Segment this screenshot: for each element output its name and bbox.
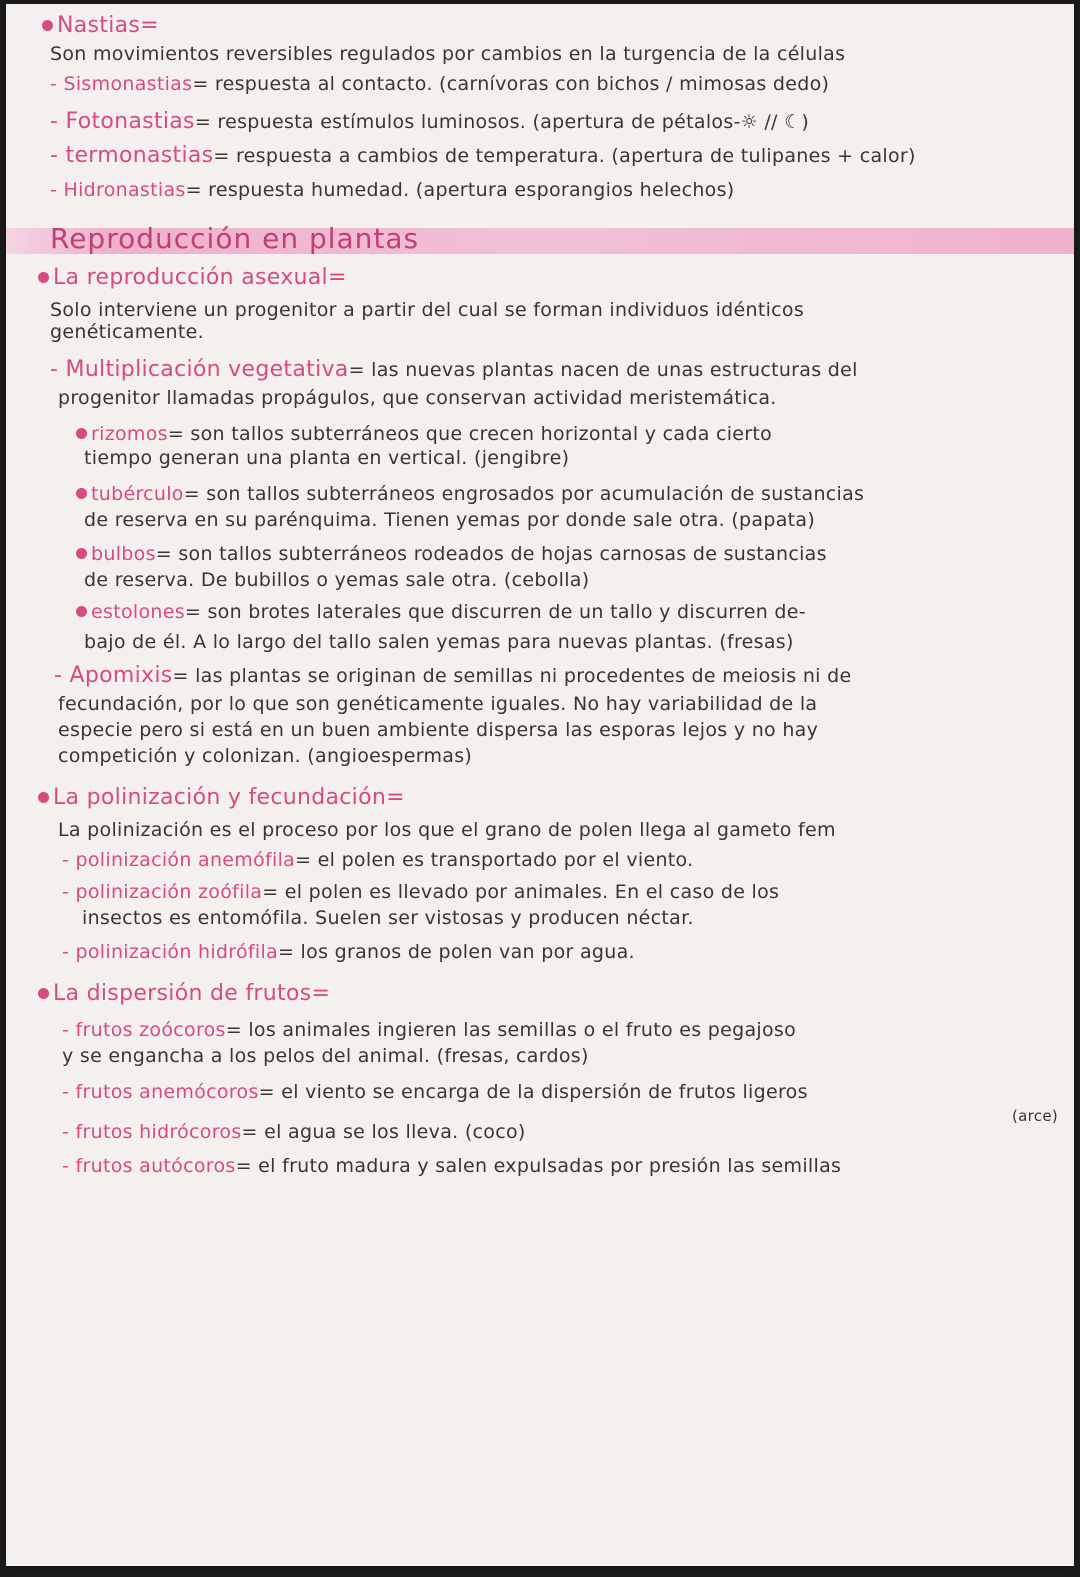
dispersal-item: - frutos hidrócoros= el agua se los lleva. (coco) — [62, 1121, 526, 1143]
asexual-heading: La reproducción asexual= — [38, 266, 347, 290]
bullet-icon — [76, 428, 87, 439]
sub-item-estolones-cont: bajo de él. A lo largo del tallo salen yemas para nuevas plantas. (fresas) — [84, 631, 794, 653]
vegetative-description: progenitor llamadas propágulos, que conservan actividad meristemática. — [58, 387, 777, 409]
pollination-item: - polinización zoófila= el polen es llevado por animales. En el caso de los — [62, 881, 780, 903]
dispersal-item-cont: y se engancha a los pelos del animal. (fresas, cardos) — [62, 1045, 589, 1067]
apomixis-description: fecundación, por lo que son genéticamente iguales. No hay variabilidad de la — [58, 693, 818, 715]
bullet-icon — [76, 548, 87, 559]
nastia-item: - Sismonastias= respuesta al contacto. (carnívoras con bichos / mimosas dedo) — [50, 73, 830, 95]
bullet-icon — [76, 606, 87, 617]
sub-item-tuberculo: tubérculo= son tallos subterráneos engrosados por acumulación de sustancias — [76, 482, 864, 506]
pollination-item: - polinización hidrófila= los granos de polen van por agua. — [62, 941, 635, 963]
vegetative-item: - Multiplicación vegetativa= las nuevas plantas nacen de unas estructuras del — [50, 357, 858, 382]
dispersal-item: - frutos zoócoros= los animales ingieren las semillas o el fruto es pegajoso — [62, 1019, 797, 1041]
bullet-icon — [42, 20, 53, 31]
dispersal-heading: La dispersión de frutos= — [38, 982, 330, 1006]
sub-item-estolones: estolones= son brotes laterales que discurren de un tallo y discurren de- — [76, 600, 806, 624]
bullet-icon — [38, 272, 49, 283]
nastias-heading: Nastias= — [42, 14, 159, 38]
nastia-item: - termonastias= respuesta a cambios de temperatura. (apertura de tulipanes + calor) — [50, 143, 916, 168]
apomixis-description: especie pero si está en un buen ambiente dispersa las esporas lejos y no hay — [58, 719, 819, 741]
asexual-description: genéticamente. — [50, 321, 204, 343]
notebook-page — [6, 4, 1074, 1566]
pollination-item: - polinización anemófila= el polen es transportado por el viento. — [62, 849, 694, 871]
section-title: Reproducción en plantas — [50, 222, 420, 255]
apomixis-item: - Apomixis= las plantas se originan de semillas ni procedentes de meiosis ni de — [54, 663, 852, 688]
dispersal-note: (arce) — [1012, 1107, 1059, 1125]
asexual-description: Solo interviene un progenitor a partir del cual se forman individuos idénticos — [50, 299, 805, 321]
pollination-item-cont: insectos es entomófila. Suelen ser vistosas y producen néctar. — [82, 907, 694, 929]
dispersal-item: - frutos anemócoros= el viento se encarga de la dispersión de frutos ligeros — [62, 1081, 808, 1103]
sub-item-rizomos-cont: tiempo generan una planta en vertical. (jengibre) — [84, 447, 570, 469]
nastia-item: - Hidronastias= respuesta humedad. (apertura esporangios helechos) — [50, 179, 735, 201]
nastia-item: - Fotonastias= respuesta estímulos luminosos. (apertura de pétalos-☼ // ☾) — [50, 109, 810, 134]
sub-item-bulbos: bulbos= son tallos subterráneos rodeados de hojas carnosas de sustancias — [76, 542, 827, 566]
bullet-icon — [38, 988, 49, 999]
apomixis-description: competición y colonizan. (angioespermas) — [58, 745, 473, 767]
pollination-description: La polinización es el proceso por los que el grano de polen llega al gameto fem — [58, 819, 836, 841]
sub-item-rizomos: rizomos= son tallos subterráneos que crecen horizontal y cada cierto — [76, 422, 772, 446]
nastias-description: Son movimientos reversibles regulados por cambios en la turgencia de la células — [50, 43, 846, 65]
bullet-icon — [76, 488, 87, 499]
sub-item-bulbos-cont: de reserva. De bubillos o yemas sale otra. (cebolla) — [84, 569, 590, 591]
dispersal-item: - frutos autócoros= el fruto madura y salen expulsadas por presión las semillas — [62, 1155, 842, 1177]
bullet-icon — [38, 792, 49, 803]
sub-item-tuberculo-cont: de reserva en su parénquima. Tienen yemas por donde sale otra. (papata) — [84, 509, 816, 531]
pollination-heading: La polinización y fecundación= — [38, 786, 405, 810]
